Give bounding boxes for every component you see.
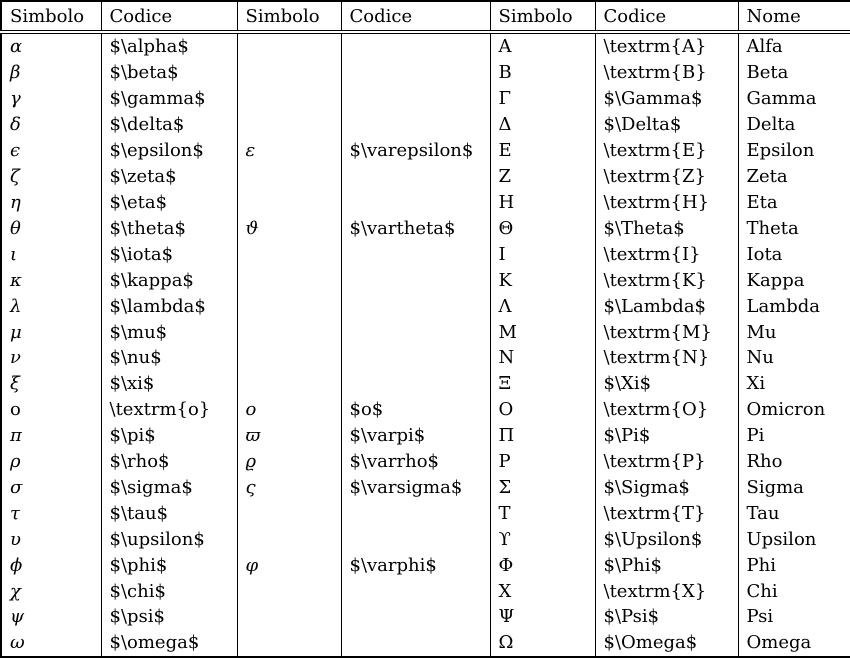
symbol-cell: π bbox=[10, 425, 22, 447]
symbol-cell: ω bbox=[10, 632, 25, 654]
symbol-upper-cell: I bbox=[490, 241, 595, 267]
symbol-cell: γ bbox=[10, 88, 21, 110]
table-header bbox=[1, 1, 850, 32]
symbol-upper-cell: Φ bbox=[490, 552, 595, 578]
code-upper-cell: \textrm{E} bbox=[595, 138, 738, 164]
table-row bbox=[1, 578, 850, 604]
symbol-variant-cell bbox=[237, 241, 341, 267]
code-upper-cell: $\Psi$ bbox=[595, 604, 738, 630]
symbol-cell: λ bbox=[10, 295, 22, 317]
table-body bbox=[1, 32, 850, 657]
name-cell: Gamma bbox=[738, 86, 850, 112]
name-cell: Iota bbox=[738, 241, 850, 267]
name-cell: Kappa bbox=[738, 267, 850, 293]
code-upper-cell: \textrm{M} bbox=[595, 319, 738, 345]
code-variant-cell bbox=[341, 500, 490, 526]
symbol-cell: κ bbox=[10, 269, 22, 291]
name-cell: Xi bbox=[738, 371, 850, 397]
code-variant-cell bbox=[341, 241, 490, 267]
code-variant-cell bbox=[341, 345, 490, 371]
symbol-variant-cell bbox=[237, 32, 341, 60]
symbol-upper-cell: E bbox=[490, 138, 595, 164]
symbol-upper-cell: O bbox=[490, 397, 595, 423]
code-upper-cell: $\Delta$ bbox=[595, 112, 738, 138]
table-row bbox=[1, 241, 850, 267]
table-row bbox=[1, 500, 850, 526]
symbol-variant-cell bbox=[237, 526, 341, 552]
name-cell: Nu bbox=[738, 345, 850, 371]
code-upper-cell: $\Pi$ bbox=[595, 423, 738, 449]
table-row bbox=[1, 526, 850, 552]
symbol-cell: β bbox=[10, 62, 21, 84]
symbol-cell: χ bbox=[10, 580, 21, 602]
name-cell: Tau bbox=[738, 500, 850, 526]
table-row bbox=[1, 319, 850, 345]
code-cell: $\iota$ bbox=[101, 241, 237, 267]
code-upper-cell: $\Sigma$ bbox=[595, 474, 738, 500]
symbol-variant-cell bbox=[237, 630, 341, 657]
symbol-cell: α bbox=[10, 36, 23, 58]
table-row bbox=[1, 112, 850, 138]
symbol-cell: ϕ bbox=[10, 554, 23, 576]
symbol-variant-cell bbox=[237, 60, 341, 86]
header-cell-symbol-upper: Simbolo bbox=[490, 1, 595, 32]
code-variant-cell bbox=[341, 60, 490, 86]
code-variant-cell: $\varepsilon$ bbox=[341, 138, 490, 164]
symbol-cell: υ bbox=[10, 528, 21, 550]
code-cell: $\lambda$ bbox=[101, 293, 237, 319]
code-variant-cell bbox=[341, 86, 490, 112]
table-row bbox=[1, 345, 850, 371]
symbol-cell: θ bbox=[10, 217, 21, 239]
symbol-variant-cell: ε bbox=[237, 138, 341, 164]
table-row bbox=[1, 60, 850, 86]
code-cell: $\sigma$ bbox=[101, 474, 237, 500]
symbol-upper-cell: Δ bbox=[490, 112, 595, 138]
code-variant-cell bbox=[341, 630, 490, 657]
symbol-upper-cell: N bbox=[490, 345, 595, 371]
name-cell: Theta bbox=[738, 215, 850, 241]
code-cell: $\psi$ bbox=[101, 604, 237, 630]
code-variant-cell: $\varrho$ bbox=[341, 449, 490, 475]
symbol-upper-cell: Γ bbox=[490, 86, 595, 112]
symbol-cell: ϵ bbox=[10, 140, 21, 162]
name-cell: Beta bbox=[738, 60, 850, 86]
table-row bbox=[1, 630, 850, 657]
code-upper-cell: $\Xi$ bbox=[595, 371, 738, 397]
code-variant-cell bbox=[341, 267, 490, 293]
symbol-variant-cell: ϖ bbox=[237, 423, 341, 449]
code-upper-cell: \textrm{Z} bbox=[595, 164, 738, 190]
code-variant-cell bbox=[341, 526, 490, 552]
table-row bbox=[1, 397, 850, 423]
symbol-upper-cell: ϒ bbox=[490, 526, 595, 552]
name-cell: Alfa bbox=[738, 32, 850, 60]
symbol-variant-cell: ς bbox=[237, 474, 341, 500]
name-cell: Phi bbox=[738, 552, 850, 578]
code-cell: $\tau$ bbox=[101, 500, 237, 526]
code-variant-cell bbox=[341, 32, 490, 60]
table-row bbox=[1, 267, 850, 293]
symbol-upper-cell: K bbox=[490, 267, 595, 293]
code-cell: $\phi$ bbox=[101, 552, 237, 578]
table-row bbox=[1, 164, 850, 190]
code-variant-cell: $o$ bbox=[341, 397, 490, 423]
symbol-cell: ν bbox=[10, 347, 21, 369]
symbol-variant-cell bbox=[237, 500, 341, 526]
symbol-variant-cell bbox=[237, 164, 341, 190]
code-cell: $\zeta$ bbox=[101, 164, 237, 190]
name-cell: Lambda bbox=[738, 293, 850, 319]
table-row bbox=[1, 32, 850, 60]
code-variant-cell bbox=[341, 293, 490, 319]
code-upper-cell: \textrm{A} bbox=[595, 32, 738, 60]
header-cell-code: Codice bbox=[101, 1, 237, 32]
code-upper-cell: $\Phi$ bbox=[595, 552, 738, 578]
symbol-upper-cell: H bbox=[490, 190, 595, 216]
symbol-upper-cell: Λ bbox=[490, 293, 595, 319]
table-row bbox=[1, 552, 850, 578]
symbol-upper-cell: X bbox=[490, 578, 595, 604]
code-cell: $\upsilon$ bbox=[101, 526, 237, 552]
symbol-upper-cell: P bbox=[490, 449, 595, 475]
symbol-cell: δ bbox=[10, 114, 21, 136]
table-row bbox=[1, 474, 850, 500]
code-upper-cell: \textrm{K} bbox=[595, 267, 738, 293]
code-upper-cell: $\Lambda$ bbox=[595, 293, 738, 319]
name-cell: Rho bbox=[738, 449, 850, 475]
code-upper-cell: \textrm{P} bbox=[595, 449, 738, 475]
header-cell-symbol: Simbolo bbox=[1, 1, 101, 32]
table-row bbox=[1, 86, 850, 112]
code-cell: $\epsilon$ bbox=[101, 138, 237, 164]
code-variant-cell bbox=[341, 319, 490, 345]
symbol-variant-cell bbox=[237, 371, 341, 397]
code-upper-cell: \textrm{O} bbox=[595, 397, 738, 423]
name-cell: Psi bbox=[738, 604, 850, 630]
symbol-variant-cell bbox=[237, 86, 341, 112]
symbol-cell: ι bbox=[10, 243, 18, 265]
code-variant-cell: $\vartheta$ bbox=[341, 215, 490, 241]
name-cell: Chi bbox=[738, 578, 850, 604]
name-cell: Zeta bbox=[738, 164, 850, 190]
table-row bbox=[1, 449, 850, 475]
code-cell: $\pi$ bbox=[101, 423, 237, 449]
code-variant-cell bbox=[341, 112, 490, 138]
symbol-variant-cell: o bbox=[237, 397, 341, 423]
symbol-upper-cell: Ω bbox=[490, 630, 595, 657]
symbol-variant-cell bbox=[237, 267, 341, 293]
code-cell: $\rho$ bbox=[101, 449, 237, 475]
symbol-cell: σ bbox=[10, 476, 23, 498]
symbol-upper-cell: Ψ bbox=[490, 604, 595, 630]
symbol-upper-cell: M bbox=[490, 319, 595, 345]
code-upper-cell: \textrm{X} bbox=[595, 578, 738, 604]
code-cell: $\mu$ bbox=[101, 319, 237, 345]
symbol-cell: ζ bbox=[10, 166, 20, 188]
symbol-upper-cell: Σ bbox=[490, 474, 595, 500]
code-upper-cell: $\Gamma$ bbox=[595, 86, 738, 112]
symbol-variant-cell bbox=[237, 345, 341, 371]
symbol-cell: o bbox=[10, 399, 21, 421]
symbol-upper-cell: Ξ bbox=[490, 371, 595, 397]
table-row bbox=[1, 215, 850, 241]
symbol-variant-cell bbox=[237, 190, 341, 216]
symbol-cell: ξ bbox=[10, 373, 20, 395]
table-row bbox=[1, 423, 850, 449]
code-upper-cell: \textrm{N} bbox=[595, 345, 738, 371]
symbol-upper-cell: Θ bbox=[490, 215, 595, 241]
symbol-variant-cell bbox=[237, 604, 341, 630]
symbol-cell: η bbox=[10, 191, 21, 213]
symbol-upper-cell: A bbox=[490, 32, 595, 60]
table-row bbox=[1, 138, 850, 164]
code-upper-cell: \textrm{B} bbox=[595, 60, 738, 86]
symbol-variant-cell: ϱ bbox=[237, 449, 341, 475]
code-upper-cell: $\Upsilon$ bbox=[595, 526, 738, 552]
symbol-variant-cell bbox=[237, 578, 341, 604]
code-cell: $\nu$ bbox=[101, 345, 237, 371]
symbol-cell: τ bbox=[10, 502, 20, 524]
name-cell: Omicron bbox=[738, 397, 850, 423]
table-row bbox=[1, 371, 850, 397]
table-row bbox=[1, 190, 850, 216]
header-cell-code-variant: Codice bbox=[341, 1, 490, 32]
header-row bbox=[1, 1, 850, 32]
symbol-cell: ψ bbox=[10, 606, 25, 628]
symbol-variant-cell: ϑ bbox=[237, 215, 341, 241]
name-cell: Upsilon bbox=[738, 526, 850, 552]
symbol-upper-cell: Z bbox=[490, 164, 595, 190]
code-upper-cell: \textrm{H} bbox=[595, 190, 738, 216]
header-cell-code-upper: Codice bbox=[595, 1, 738, 32]
code-cell: $\omega$ bbox=[101, 630, 237, 657]
symbol-variant-cell: φ bbox=[237, 552, 341, 578]
symbol-variant-cell bbox=[237, 293, 341, 319]
code-variant-cell: $\varphi$ bbox=[341, 552, 490, 578]
name-cell: Omega bbox=[738, 630, 850, 657]
code-cell: $\eta$ bbox=[101, 190, 237, 216]
code-cell: $\xi$ bbox=[101, 371, 237, 397]
header-cell-name: Nome bbox=[738, 1, 850, 32]
name-cell: Sigma bbox=[738, 474, 850, 500]
table-row bbox=[1, 293, 850, 319]
symbol-cell: μ bbox=[10, 321, 22, 343]
name-cell: Delta bbox=[738, 112, 850, 138]
code-cell: $\kappa$ bbox=[101, 267, 237, 293]
code-variant-cell: $\varsigma$ bbox=[341, 474, 490, 500]
name-cell: Mu bbox=[738, 319, 850, 345]
symbol-upper-cell: T bbox=[490, 500, 595, 526]
name-cell: Pi bbox=[738, 423, 850, 449]
name-cell: Eta bbox=[738, 190, 850, 216]
code-variant-cell bbox=[341, 604, 490, 630]
code-cell: $\theta$ bbox=[101, 215, 237, 241]
code-upper-cell: $\Theta$ bbox=[595, 215, 738, 241]
code-variant-cell bbox=[341, 190, 490, 216]
code-cell: \textrm{o} bbox=[101, 397, 237, 423]
symbol-variant-cell bbox=[237, 319, 341, 345]
symbol-cell: ρ bbox=[10, 451, 21, 473]
name-cell: Epsilon bbox=[738, 138, 850, 164]
symbol-variant-cell bbox=[237, 112, 341, 138]
symbol-upper-cell: B bbox=[490, 60, 595, 86]
code-cell: $\beta$ bbox=[101, 60, 237, 86]
code-cell: $\gamma$ bbox=[101, 86, 237, 112]
code-cell: $\delta$ bbox=[101, 112, 237, 138]
symbol-upper-cell: Π bbox=[490, 423, 595, 449]
code-cell: $\alpha$ bbox=[101, 32, 237, 60]
table-row bbox=[1, 604, 850, 630]
code-cell: $\chi$ bbox=[101, 578, 237, 604]
code-variant-cell bbox=[341, 164, 490, 190]
code-variant-cell: $\varpi$ bbox=[341, 423, 490, 449]
code-variant-cell bbox=[341, 371, 490, 397]
code-upper-cell: \textrm{T} bbox=[595, 500, 738, 526]
code-upper-cell: $\Omega$ bbox=[595, 630, 738, 657]
code-upper-cell: \textrm{I} bbox=[595, 241, 738, 267]
header-cell-symbol-variant: Simbolo bbox=[237, 1, 341, 32]
code-variant-cell bbox=[341, 578, 490, 604]
